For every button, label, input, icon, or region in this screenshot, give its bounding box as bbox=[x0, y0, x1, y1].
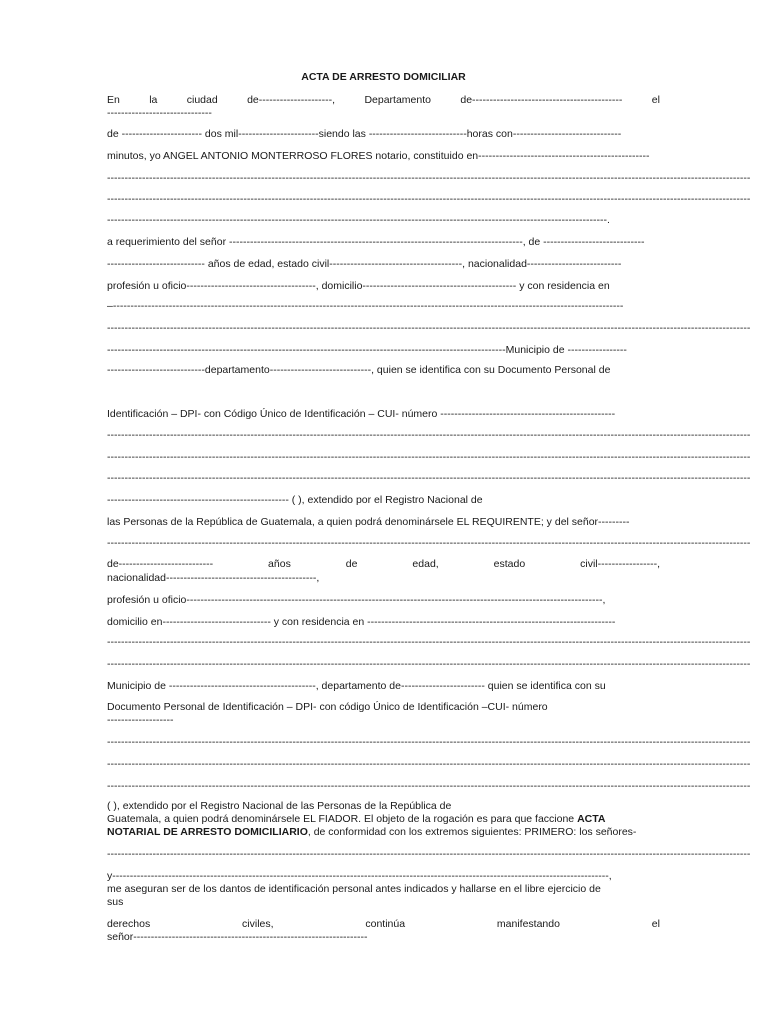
text-line: Municipio de ------------------------------------------, departamento de------------------------ quien se identifica con su bbox=[107, 680, 606, 692]
word: estado bbox=[493, 558, 526, 570]
text-line: nacionalidad-------------------------------------------, bbox=[107, 572, 320, 584]
text-span: , de conformidad con los extremos siguientes: PRIMERO: los señores- bbox=[307, 826, 637, 838]
text-line: ------------------- bbox=[107, 714, 174, 726]
blank-line: ---------------------------------------------------------------------------------------------------------------------------------------------------------------------------------------- bbox=[107, 429, 751, 441]
word: edad, bbox=[412, 558, 439, 570]
text-line: profesión u oficio-----------------------------------------------------------------------------------------------------------------------, bbox=[107, 594, 606, 606]
text-line: señor------------------------------------------------------------------- bbox=[107, 931, 368, 943]
text-line: minutos, yo ANGEL ANTONIO MONTERROSO FLORES notario, constituido en------------------------------------------------- bbox=[107, 150, 650, 162]
bold-text: ACTA bbox=[577, 813, 606, 825]
word: el bbox=[651, 94, 660, 106]
word: civiles, bbox=[242, 918, 274, 930]
word: Departamento bbox=[364, 94, 431, 106]
blank-line: ---------------------------------------------------------------------------------------------------------------------------------------------------------------------------------------- bbox=[107, 451, 751, 463]
word: años bbox=[268, 558, 291, 570]
text-line: domicilio en------------------------------- y con residencia en ----------------------------------------------------------------------- bbox=[107, 616, 616, 628]
word: ciudad bbox=[186, 94, 218, 106]
text-line: profesión u oficio-------------------------------------, domicilio-------------------------------------------- y con residencia en bbox=[107, 280, 610, 292]
word: de bbox=[345, 558, 358, 570]
word: En bbox=[107, 94, 120, 106]
word: derechos bbox=[107, 918, 151, 930]
text-line: y----------------------------------------------------------------------------------------------------------------------------------------------, bbox=[107, 870, 612, 882]
text-line bbox=[107, 558, 660, 571]
text-line bbox=[107, 94, 660, 107]
blank-line: ---------------------------------------------------------------------------------------------------------------------------------------------------------------------------------------- bbox=[107, 636, 751, 648]
blank-line: ---------------------------------------------------------------------------------------------------------------------------------------------------------------------------------------- bbox=[107, 658, 751, 670]
blank-line: ---------------------------------------------------------------------------------------------------------------------------------------------------------------------------------------- bbox=[107, 472, 751, 484]
blank-line: ---------------------------------------------------------------------------------------------------------------------------------------------------------------------------------------- bbox=[107, 537, 751, 549]
text-line: ------------------------------ bbox=[107, 107, 212, 119]
text-line: ---------------------------- años de edad, estado civil--------------------------------------, nacionalidad--------------------------- bbox=[107, 258, 622, 270]
blank-line: ---------------------------------------------------------------------------------------------------------------------------------------------------------------------------------------- bbox=[107, 780, 751, 792]
text-line: Documento Personal de Identificación – DPI- con código Único de Identificación –CUI- número bbox=[107, 701, 548, 713]
word: manifestando bbox=[496, 918, 560, 930]
word: de---------------------, bbox=[247, 94, 336, 106]
text-line: Identificación – DPI- con Código Único de Identificación – CUI- número -------------------------------------------------- bbox=[107, 408, 616, 420]
text-line: ---------------------------------------------------- ( ), extendido por el Registro Nacional de bbox=[107, 494, 483, 506]
blank-line: ---------------------------------------------------------------------------------------------------------------------------------------------------------------------------------------- bbox=[107, 322, 751, 334]
text-line bbox=[107, 813, 660, 826]
blank-line: ---------------------------------------------------------------------------------------------------------------------------------------------------------------------------------------- bbox=[107, 193, 751, 205]
text-line: me aseguran ser de los dantos de identificación personal antes indicados y hallarse en el libre ejercicio de bbox=[107, 883, 601, 895]
blank-line: ---------------------------------------------------------------------------------------------------------------------------------------------------------------------------------------- bbox=[107, 172, 751, 184]
text-line: –-------------------------------------------------------------------------------------------------------------------------------------------------- bbox=[107, 300, 624, 312]
text-line: las Personas de la República de Guatemala, a quien podrá denominársele EL REQUIRENTE; y del señor--------- bbox=[107, 516, 630, 528]
text-line: ----------------------------departamento-----------------------------, quien se identifica con su Documento Personal de bbox=[107, 364, 611, 376]
text-line: -----------------------------------------------------------------------------------------------------------------------------------------------. bbox=[107, 214, 610, 226]
text-line bbox=[107, 918, 660, 931]
word: la bbox=[149, 94, 158, 106]
blank-line: ---------------------------------------------------------------------------------------------------------------------------------------------------------------------------------------- bbox=[107, 848, 751, 860]
word: de--------------------------- bbox=[107, 558, 214, 570]
text-line: a requerimiento del señor ------------------------------------------------------------------------------------, de ----------------------------- bbox=[107, 236, 645, 248]
text-line bbox=[107, 826, 660, 839]
text-line: ------------------------------------------------------------------------------------------------------------------Municipio de ----------------- bbox=[107, 344, 627, 356]
word: de------------------------------------------- bbox=[460, 94, 623, 106]
text-line: ( ), extendido por el Registro Nacional de las Personas de la República de bbox=[107, 800, 452, 812]
text-span: Guatemala, a quien podrá denominársele EL FIADOR. El objeto de la rogación es para que faccione bbox=[107, 813, 578, 825]
text-line: de ----------------------- dos mil-----------------------siendo las ----------------------------horas con------------------------------- bbox=[107, 128, 622, 140]
text-line: sus bbox=[107, 896, 124, 908]
blank-line: ---------------------------------------------------------------------------------------------------------------------------------------------------------------------------------------- bbox=[107, 758, 751, 770]
word: continúa bbox=[365, 918, 406, 930]
word: el bbox=[651, 918, 660, 930]
document-title: ACTA DE ARRESTO DOMICILIAR bbox=[301, 71, 466, 83]
word: civil-----------------, bbox=[580, 558, 660, 570]
blank-line: ---------------------------------------------------------------------------------------------------------------------------------------------------------------------------------------- bbox=[107, 736, 751, 748]
bold-text: NOTARIAL DE ARRESTO DOMICILIARIO bbox=[107, 826, 308, 838]
